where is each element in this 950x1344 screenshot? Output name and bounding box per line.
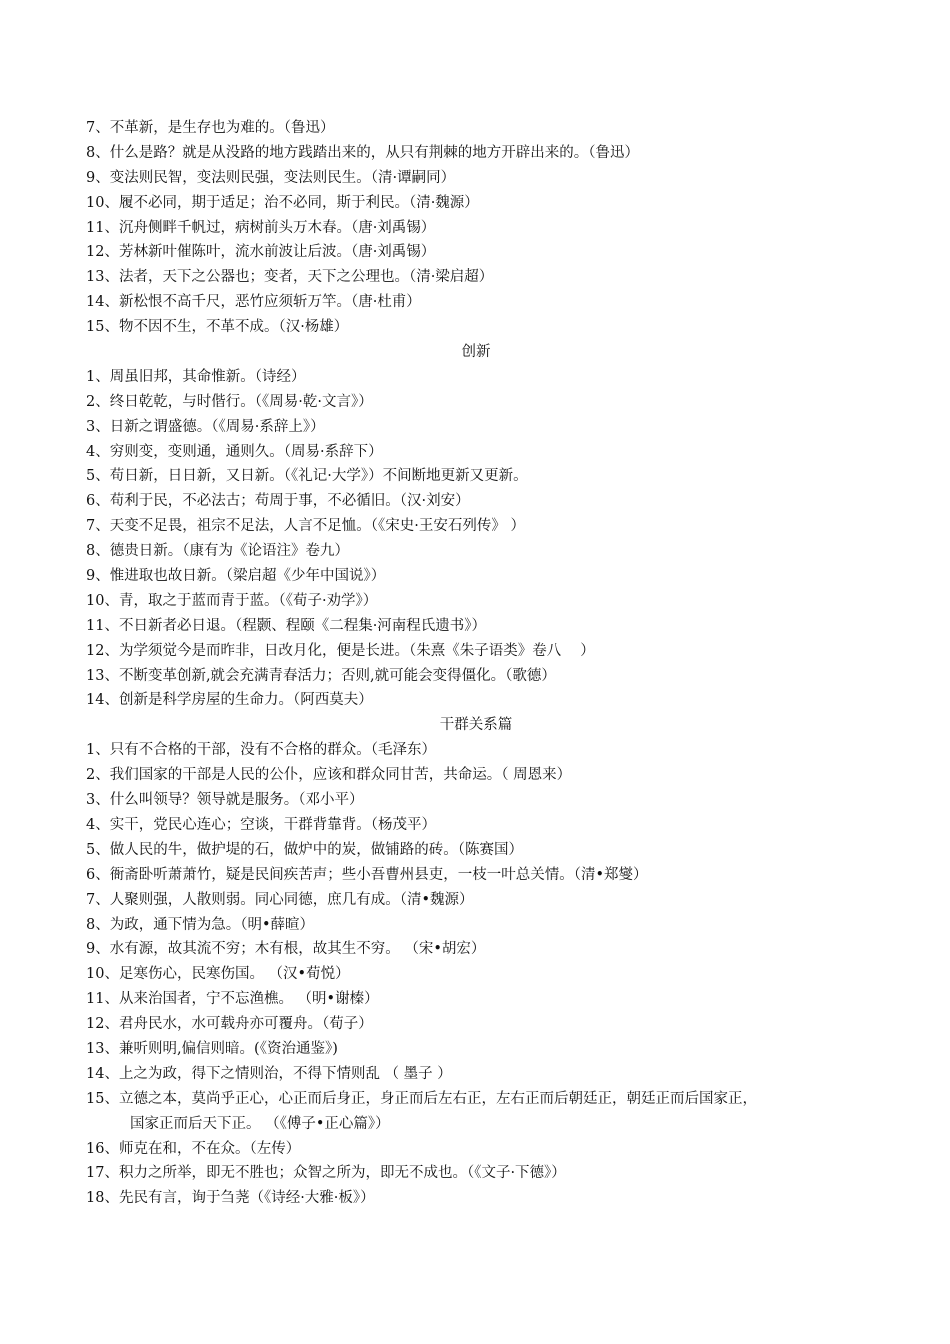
quote-line: 13、法者，天下之公器也；变者，天下之公理也。（清·梁启超） xyxy=(86,269,494,286)
quote-line: 12、为学须觉今是而昨非，日改月化，便是长进。（朱熹《朱子语类》卷八 ） xyxy=(86,642,595,659)
quote-line: 5、做人民的牛，做护堤的石，做炉中的炭，做铺路的砖。（陈赛国） xyxy=(86,841,523,858)
quote-line: 7、天变不足畏，祖宗不足法，人言不足恤。（《宋史·王安石列传》 ） xyxy=(86,518,525,535)
quote-line: 15、物不因不生，不革不成。（汉·杨雄） xyxy=(86,319,349,336)
quote-line: 12、芳林新叶催陈叶，流水前波让后波。（唐·刘禹锡） xyxy=(86,244,436,261)
quote-line: 6、苟利于民，不必法古；苟周于事，不必循旧。（汉·刘安） xyxy=(86,493,470,510)
quote-line: 9、变法则民智，变法则民强，变法则民生。（清·谭嗣同） xyxy=(86,169,456,186)
quote-line: 1、只有不合格的干部，没有不合格的群众。（毛泽东） xyxy=(86,742,436,759)
section-heading-cadre-mass-relations: 干群关系篇 xyxy=(439,717,513,734)
quote-line: 7、不革新，是生存也为难的。（鲁迅） xyxy=(86,120,335,136)
quote-line-continuation: 国家正而后天下正。 （《傅子•正心篇》） xyxy=(130,1115,390,1132)
quote-line: 4、实干，党民心连心；空谈，干群背靠背。（杨茂平） xyxy=(86,816,436,833)
quote-line: 13、兼听则明,偏信则暗。(《资治通鉴》) xyxy=(86,1040,338,1057)
quote-line: 9、水有源，故其流不穷；木有根，故其生不穷。 （宋•胡宏） xyxy=(86,941,486,958)
quote-line: 10、足寒伤心，民寒伤国。 （汉•荀悦） xyxy=(86,966,350,983)
quote-line: 12、君舟民水，水可载舟亦可覆舟。（荀子） xyxy=(86,1016,373,1033)
quote-line: 10、履不必同，期于适足；治不必同，斯于利民。（清·魏源） xyxy=(86,194,479,211)
quote-line: 1、周虽旧邦，其命惟新。（诗经） xyxy=(86,368,306,385)
quote-line: 6、衙斋卧听萧萧竹，疑是民间疾苦声；些小吾曹州县吏，一枝一叶总关情。（清•郑燮） xyxy=(86,866,648,883)
quote-line: 8、德贵日新。（康有为《论语注》卷九） xyxy=(86,543,349,560)
quote-line: 4、穷则变，变则通，通则久。（周易·系辞下） xyxy=(86,443,383,460)
quote-line: 3、日新之谓盛德。（《周易·系辞上》） xyxy=(86,418,325,435)
quote-line: 17、积力之所举，即无不胜也；众智之所为，即无不成也。（《文子·下德》） xyxy=(86,1165,566,1182)
quote-line: 7、人聚则强，人散则弱。同心同德，庶几有成。（清•魏源） xyxy=(86,891,474,908)
quote-line: 8、什么是路？就是从没路的地方践踏出来的，从只有荆棘的地方开辟出来的。（鲁迅） xyxy=(86,144,639,161)
section-heading-innovation: 创新 xyxy=(461,344,491,361)
quote-line: 15、立德之本，莫尚乎正心，心正而后身正，身正而后左右正，左右正而后朝廷正，朝廷正而后国家正， xyxy=(86,1090,757,1107)
quote-line: 10、青，取之于蓝而青于蓝。（《荀子·劝学》） xyxy=(86,592,378,609)
quote-line: 2、我们国家的干部是人民的公仆，应该和群众同甘苦，共命运。（ 周恩来） xyxy=(86,767,572,784)
quote-line: 3、什么叫领导？领导就是服务。（邓小平） xyxy=(86,792,364,809)
quote-line: 9、惟进取也故日新。（梁启超《少年中国说》） xyxy=(86,568,386,585)
quote-line: 11、沉舟侧畔千帆过，病树前头万木春。（唐·刘禹锡） xyxy=(86,219,436,236)
quote-line: 2、终日乾乾，与时偕行。（《周易·乾·文言》） xyxy=(86,393,373,410)
quote-line: 14、上之为政，得下之情则治，不得下情则乱 （ 墨子 ） xyxy=(86,1065,452,1082)
quote-line: 14、新松恨不高千尺，恶竹应须斩万竿。（唐·杜甫） xyxy=(86,294,421,311)
quote-line: 18、先民有言，询于刍荛（《诗经·大雅·板》） xyxy=(86,1190,375,1207)
quote-line: 14、创新是科学房屋的生命力。（阿西莫夫） xyxy=(86,692,373,709)
quote-line: 5、苟日新，日日新，又日新。（《礼记·大学》）不间断地更新又更新。 xyxy=(86,468,528,485)
document-content xyxy=(86,116,866,1211)
quote-line: 16、师克在和，不在众。（左传） xyxy=(86,1140,301,1157)
quote-line: 11、从来治国者，宁不忘渔樵。 （明•谢榛） xyxy=(86,991,379,1008)
quote-line: 11、不日新者必日退。（程颢、程颐《二程集·河南程氏遗书》） xyxy=(86,617,487,634)
quote-line: 13、不断变革创新,就会充满青春活力；否则,就可能会变得僵化。（歌德） xyxy=(86,667,556,684)
quote-line: 8、为政，通下情为急。（明•薛暄） xyxy=(86,916,315,933)
